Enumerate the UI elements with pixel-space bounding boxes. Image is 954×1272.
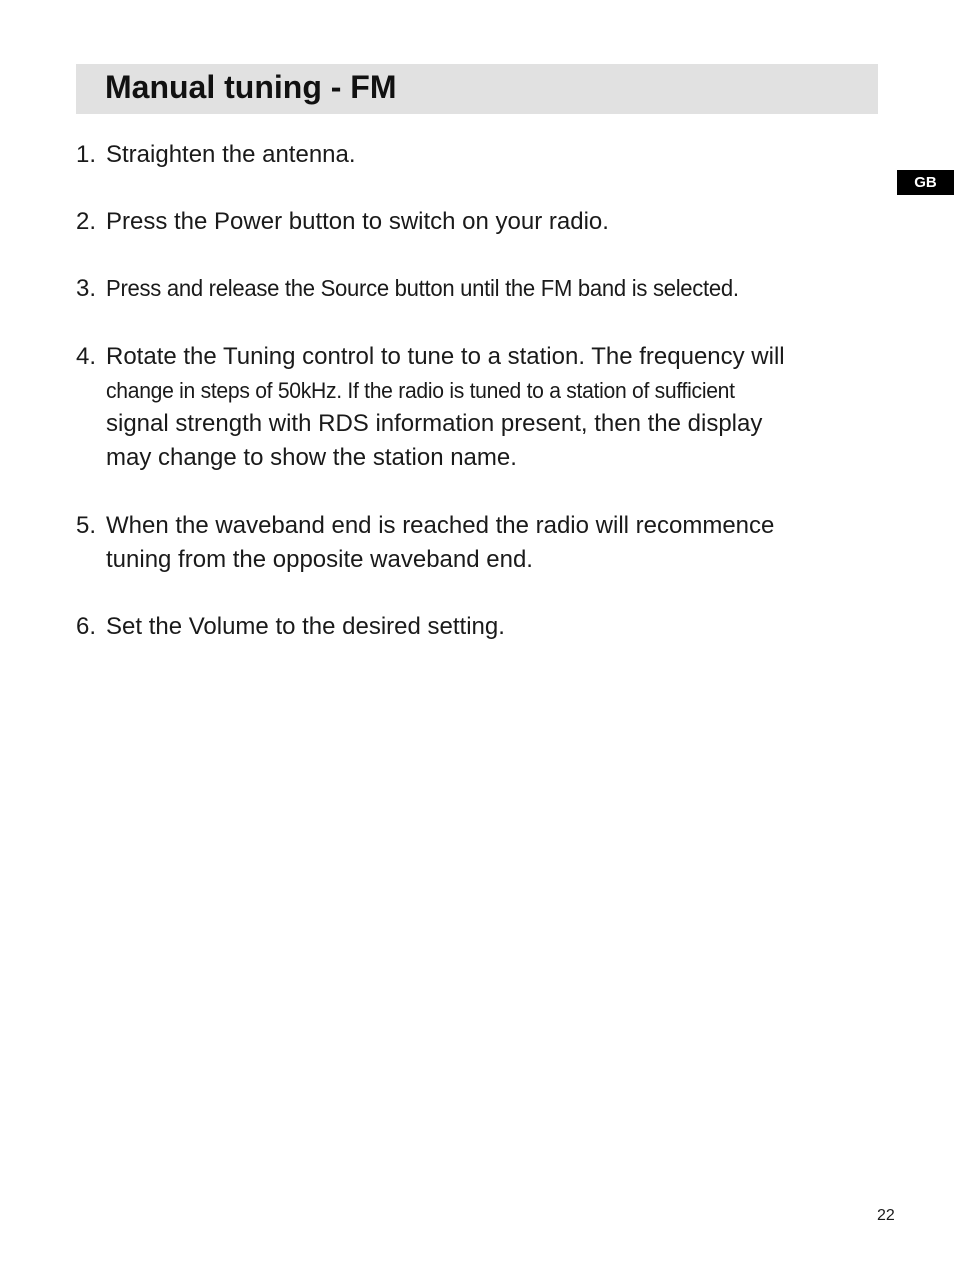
step-1 [76, 138, 878, 172]
step-text [106, 205, 878, 239]
step-line: When the waveband end is reached the radio will recommence [106, 512, 775, 539]
step-line: change in steps of 50kHz. If the radio is tuned to a station of sufficient [106, 377, 735, 403]
step-4 [76, 340, 878, 474]
step-number: 5. [76, 512, 97, 539]
step-line: Press the Power button to switch on your radio. [106, 208, 609, 235]
step-text [106, 509, 878, 576]
step-text [106, 272, 878, 306]
step-number: 3. [76, 275, 97, 302]
section-heading-bar [76, 64, 878, 114]
step-text [106, 138, 878, 172]
step-2 [76, 205, 878, 239]
step-text [106, 340, 878, 474]
step-number: 6. [76, 613, 97, 640]
step-3 [76, 272, 878, 306]
step-line: may change to show the station name. [106, 443, 517, 471]
step-number: 4. [76, 343, 97, 370]
step-text [106, 610, 878, 644]
step-line: Rotate the Tuning control to tune to a station. The frequency will [106, 343, 785, 370]
step-6 [76, 610, 878, 644]
step-number: 2. [76, 208, 97, 235]
step-line: Press and release the Source button until the FM band is selected. [106, 275, 739, 301]
step-line: Straighten the antenna. [106, 141, 356, 168]
step-5 [76, 509, 878, 576]
language-tab: GB [897, 170, 954, 195]
page-number: 22 [877, 1207, 895, 1224]
step-line: Set the Volume to the desired setting. [106, 613, 505, 640]
page-title: Manual tuning - FM [105, 69, 397, 105]
step-line: tuning from the opposite waveband end. [106, 545, 533, 573]
step-number: 1. [76, 141, 97, 168]
step-line: signal strength with RDS information present, then the display [106, 410, 763, 437]
